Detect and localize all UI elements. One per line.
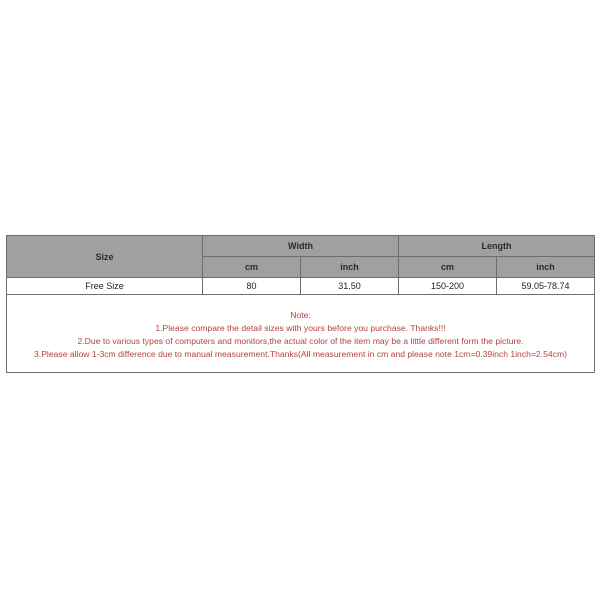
cell-width-inch: 31.50	[301, 278, 399, 295]
header-width-inch: inch	[301, 257, 399, 278]
header-row-top	[7, 236, 595, 257]
header-size: Size	[7, 236, 203, 278]
cell-size: Free Size	[7, 278, 203, 295]
note-cell	[7, 295, 595, 373]
note-title: Note:	[290, 310, 311, 320]
size-chart-table	[6, 235, 595, 373]
header-width-cm: cm	[203, 257, 301, 278]
note-line-2: 2.Due to various types of computers and monitors,the actual color of the item may be a little different form the picture.	[77, 336, 524, 346]
header-length-inch: inch	[497, 257, 595, 278]
header-length-cm: cm	[399, 257, 497, 278]
note-line-3: 3.Please allow 1-3cm difference due to manual measurement.Thanks(All measurement in cm and please note 1cm=0.39inch 1inch=2.54cm)	[34, 349, 567, 359]
header-length: Length	[399, 236, 595, 257]
note-row	[7, 295, 595, 373]
table-row	[7, 278, 595, 295]
cell-length-cm: 150-200	[399, 278, 497, 295]
header-width: Width	[203, 236, 399, 257]
note-line-1: 1.Please compare the detail sizes with yours before you purchase. Thanks!!!	[155, 323, 446, 333]
cell-length-inch: 59.05-78.74	[497, 278, 595, 295]
cell-width-cm: 80	[203, 278, 301, 295]
